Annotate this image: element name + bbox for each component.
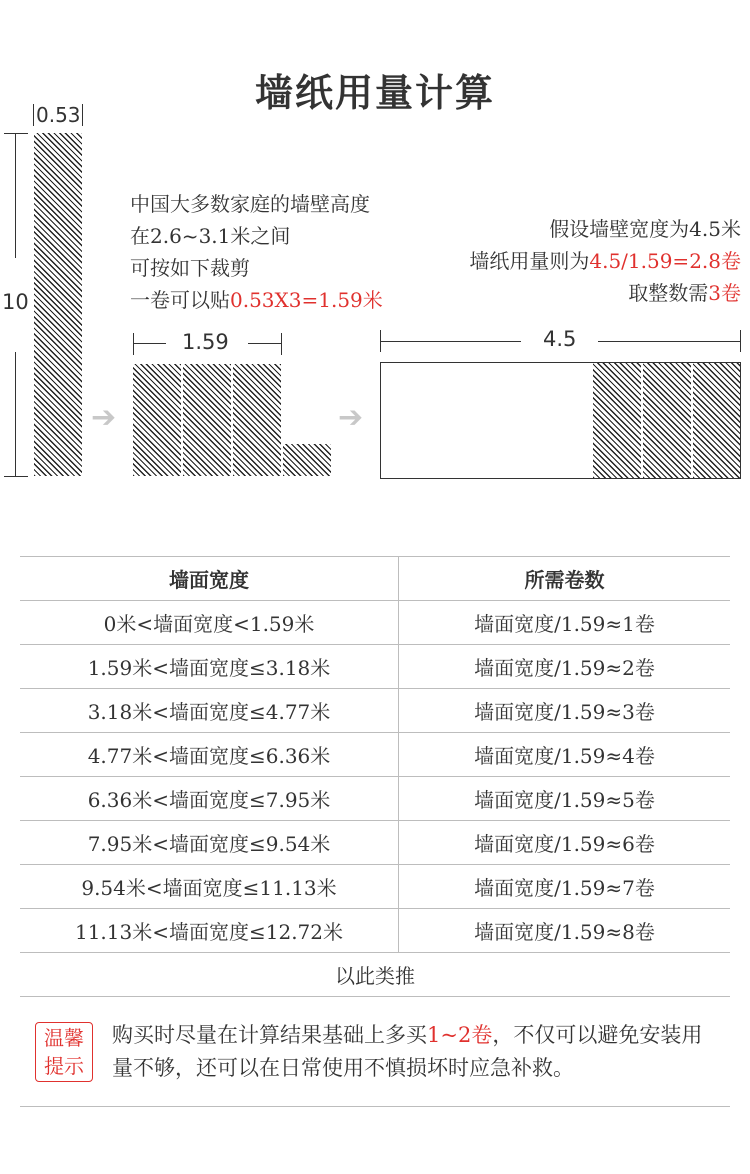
table-row (20, 865, 730, 909)
cut-piece-2 (183, 364, 231, 476)
table-header-row (20, 557, 730, 601)
roll-width-tick-left (33, 104, 34, 126)
note-right-line1: 假设墙壁宽度为4.5米 (549, 217, 741, 241)
note-left-line3: 可按如下裁剪 (130, 256, 250, 280)
usage-table (20, 556, 730, 997)
cell-width-range: 11.13米<墙面宽度≤12.72米 (20, 909, 399, 953)
cut-width-label: 1.59 (182, 330, 229, 354)
roll-height-line-top (15, 133, 16, 258)
note-left (130, 188, 430, 316)
cut-width-tick-left (133, 333, 134, 355)
cell-rolls: 墙面宽度/1.59≈2卷 (399, 645, 731, 689)
roll-height-tick-top (4, 133, 28, 134)
wallpaper-roll-strip (34, 133, 82, 476)
cell-width-range: 4.77米<墙面宽度≤6.36米 (20, 733, 399, 777)
wall-width-tick-right (740, 330, 741, 352)
cell-rolls: 墙面宽度/1.59≈3卷 (399, 689, 731, 733)
arrow-right-icon-2: ➔ (338, 400, 364, 435)
wall-strip-1 (593, 363, 641, 478)
roll-height-line-bottom (15, 352, 16, 476)
note-left-line1: 中国大多数家庭的墙壁高度 (130, 192, 370, 216)
cut-piece-3 (233, 364, 281, 476)
note-right-highlight-2: 3卷 (708, 281, 741, 305)
tip-highlight: 1~2卷 (427, 1023, 493, 1047)
note-right-line2: 墙纸用量则为4.5/1.59=2.8卷 (469, 249, 741, 273)
table-footer: 以此类推 (20, 953, 730, 997)
roll-height-label: 10 (2, 290, 29, 314)
cell-rolls: 墙面宽度/1.59≈8卷 (399, 909, 731, 953)
note-left-line4: 一卷可以贴0.53X3=1.59米 (130, 288, 383, 312)
roll-height-tick-bottom (4, 476, 28, 477)
header-rolls-needed: 所需卷数 (399, 557, 731, 601)
cell-rolls: 墙面宽度/1.59≈1卷 (399, 601, 731, 645)
header-wall-width: 墙面宽度 (20, 557, 399, 601)
wall-strip-2 (643, 363, 691, 478)
table-row (20, 601, 730, 645)
table-row (20, 733, 730, 777)
wall-width-line-right (598, 341, 740, 342)
roll-width-label: 0.53 (36, 103, 81, 127)
tip-badge (35, 1022, 93, 1082)
table-row (20, 689, 730, 733)
cell-rolls: 墙面宽度/1.59≈4卷 (399, 733, 731, 777)
cut-piece-remainder (283, 444, 331, 476)
wall-strip-3 (693, 363, 740, 478)
cut-width-line-left (133, 343, 166, 344)
table-row (20, 909, 730, 953)
roll-width-tick-right (82, 104, 83, 126)
note-left-highlight: 0.53X3=1.59米 (230, 288, 383, 312)
tip-badge-line2: 提示 (44, 1054, 84, 1078)
cell-rolls: 墙面宽度/1.59≈5卷 (399, 777, 731, 821)
table-row (20, 821, 730, 865)
note-right-line3: 取整数需3卷 (628, 281, 741, 305)
cell-width-range: 1.59米<墙面宽度≤3.18米 (20, 645, 399, 689)
cell-rolls: 墙面宽度/1.59≈7卷 (399, 865, 731, 909)
note-right-highlight-1: 4.5/1.59=2.8卷 (589, 249, 741, 273)
cell-width-range: 0米<墙面宽度<1.59米 (20, 601, 399, 645)
cut-piece-1 (133, 364, 181, 476)
note-right (420, 213, 741, 309)
wall-width-line-left (380, 341, 521, 342)
cell-rolls: 墙面宽度/1.59≈6卷 (399, 821, 731, 865)
tip-badge-line1: 温馨 (44, 1026, 84, 1050)
table-row (20, 777, 730, 821)
arrow-right-icon: ➔ (91, 400, 117, 435)
cut-width-tick-right (281, 333, 282, 355)
cell-width-range: 7.95米<墙面宽度≤9.54米 (20, 821, 399, 865)
table-row (20, 645, 730, 689)
cell-width-range: 9.54米<墙面宽度≤11.13米 (20, 865, 399, 909)
table-footer-row (20, 953, 730, 997)
wall-width-label: 4.5 (543, 327, 577, 351)
bottom-divider (20, 1106, 730, 1107)
tip-text: 购买时尽量在计算结果基础上多买1~2卷，不仅可以避免安装用量不够，还可以在日常使用不慎损坏时应急补救。 (112, 1023, 703, 1080)
note-left-line2: 在2.6~3.1米之间 (130, 224, 291, 248)
page-title: 墙纸用量计算 (254, 71, 495, 115)
cut-width-line-right (248, 343, 281, 344)
cell-width-range: 6.36米<墙面宽度≤7.95米 (20, 777, 399, 821)
cell-width-range: 3.18米<墙面宽度≤4.77米 (20, 689, 399, 733)
